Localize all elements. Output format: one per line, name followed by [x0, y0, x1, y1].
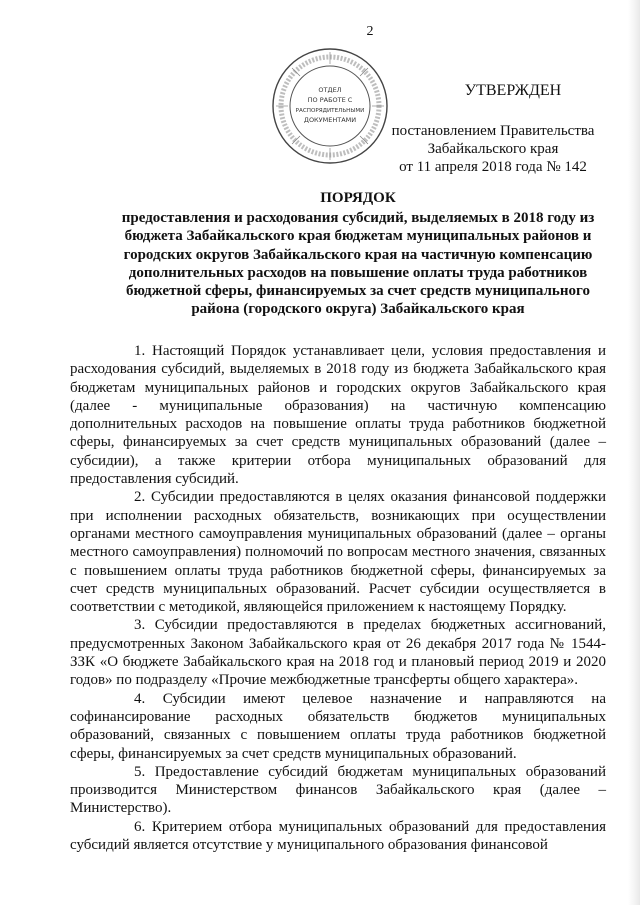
stamp-text-line-1: ОТДЕЛ [318, 86, 342, 94]
paragraph-6: 6. Критерием отбора муниципальных образований для предоставления субсидий является отсутствие у муниципального образования финансовой [70, 818, 606, 854]
document-subtitle-line: бюджета Забайкальского края бюджетам муниципальных районов и [124, 228, 592, 245]
scan-edge-shadow [628, 0, 640, 905]
paragraph-3: 3. Субсидии предоставляются в пределах бюджетных ассигнований, предусмотренных Законом Забайкальского края от 26 декабря 2017 года № 1544-ЗЗК «О бюджете Забайкальского края на 2018 год и плановый период 2019 и 2020 годов» по подразделу «Прочие межбюджетные трансферты общего характера». [70, 617, 606, 689]
stamp-text-line-3: РАСПОРЯДИТЕЛЬНЫМИ [295, 108, 365, 114]
approval-block [378, 82, 608, 176]
stamp-text-line-2: ПО РАБОТЕ С [307, 96, 353, 104]
approval-title: УТВЕРЖДЕН [464, 82, 562, 99]
paragraph-4: 4. Субсидии имеют целевое назначение и направляются на софинансирование расходных обязательств бюджетов муниципальных образований, связанных с повышением оплаты труда работников бюджетной сферы, финансируемых за счет средств муниципальных образований. [70, 690, 606, 762]
approval-line: постановлением Правительства [391, 123, 595, 139]
page-number: 2 [366, 24, 374, 39]
document-body [70, 342, 606, 854]
document-subtitle-line: дополнительных расходов на повышение оплаты труда работников [128, 264, 588, 281]
document-subtitle-line: городских округов Забайкальского края на частичную компенсацию [123, 246, 593, 263]
document-subtitle-line: района (городского округа) Забайкальского края [191, 301, 525, 318]
paragraph-2: 2. Субсидии предоставляются в целях оказания финансовой поддержки при исполнении расходных обязательств, возникающих при осуществлении органами местного самоуправления муниципальных образований (далее – органы местного самоуправления) полномочий по вопросам местного значения, связанных с повышением оплаты труда работников бюджетной сферы, финансируемых за счет средств муниципальных образований. Расчет субсидии осуществляется в соответствии с методикой, являющейся приложением к настоящему Порядку. [70, 489, 606, 616]
document-title: ПОРЯДОК [320, 190, 396, 206]
approval-line: от 11 апреля 2018 года № 142 [399, 159, 587, 175]
document-subtitle-line: бюджетной сферы, финансируемых за счет средств муниципального [126, 283, 590, 300]
document-subtitle-line: предоставления и расходования субсидий, выделяемых в 2018 году из [121, 210, 595, 227]
stamp-inner-ring [290, 66, 370, 146]
official-stamp [270, 46, 390, 166]
approval-line: Забайкальского края [427, 141, 559, 157]
document-heading [108, 189, 608, 318]
paragraph-1: 1. Настоящий Порядок устанавливает цели, условия предоставления и расходования субсидий, выделяемых в 2018 году из бюджета Забайкальского края бюджетам муниципальных районов и городских округов Забайкальского края (далее - муниципальные образования) на частичную компенсацию дополнительных расходов на повышение оплаты труда работников бюджетной сферы, финансируемых за счет средств муниципальных образований (далее – субсидии), а также критерии отбора муниципальных образований для предоставления субсидий. [70, 343, 606, 488]
stamp-text-line-4: ДОКУМЕНТАМИ [303, 116, 357, 124]
paragraph-5: 5. Предоставление субсидий бюджетам муниципальных образований производится Министерством финансов Забайкальского края (далее – Министерство). [70, 763, 606, 817]
